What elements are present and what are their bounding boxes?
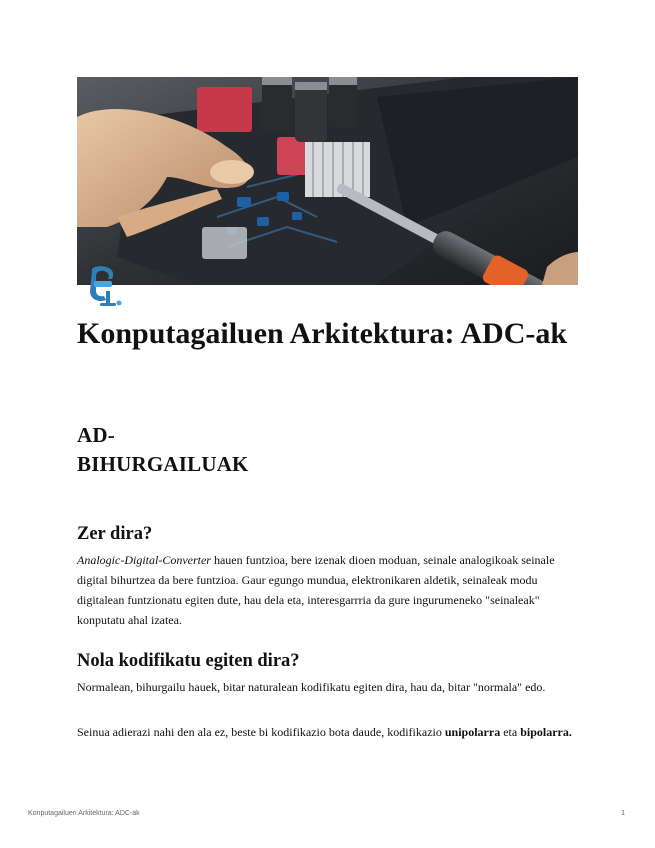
footer-document-title: Konputagailuen Arkitektura: ADC-ak bbox=[28, 810, 140, 817]
paragraph-text: Seinua adierazi nahi den ala ez, beste bi kodifikazio bota daude, kodifikazio bbox=[77, 725, 445, 739]
paragraph-text: hauen funtzioa, bere izenak dioen moduan, seinale analogikoak seinale digital bihurtzea da bere funtzioa. Gaur egungo mundua, elektronikaren aldetik, seinaleak modu digitalean funtzionatu egiten dute, hau dela eta, interesgarrria da gure ingurumeneko "seinaleak" konputatu ahal izatea. bbox=[77, 553, 555, 627]
subtitle-part-2: BIHURGAILUAK bbox=[77, 452, 249, 476]
paragraph-text: eta bbox=[500, 725, 521, 739]
bold-term-unipolarra: unipolarra bbox=[444, 725, 501, 739]
paragraph-kodifikazioa-1: Normalean, bihurgailu hauek, bitar naturalean kodifikatu egiten dira, hau da, bitar "normala" edo. bbox=[77, 680, 546, 694]
circuit-board-photo bbox=[77, 77, 578, 285]
document-subtitle bbox=[77, 421, 517, 479]
document-title: Konputagailuen Arkitektura: ADC-ak bbox=[77, 317, 568, 350]
bold-term-bipolarra: bipolarra. bbox=[520, 725, 572, 739]
footer-page-number: 1 bbox=[621, 810, 625, 817]
section-heading-nola-kodifikatu: Nola kodifikatu egiten dira? bbox=[77, 651, 300, 671]
paragraph-zer-dira bbox=[77, 550, 579, 630]
clamp-icon bbox=[86, 265, 124, 309]
hero-image bbox=[77, 77, 578, 285]
paragraph-kodifikazioa-2 bbox=[77, 722, 579, 742]
paragraph-emphasis: Analogic-Digital-Converter bbox=[77, 553, 211, 567]
subtitle-part-1: AD- bbox=[77, 423, 115, 447]
section-heading-zer-dira: Zer dira? bbox=[77, 524, 153, 544]
